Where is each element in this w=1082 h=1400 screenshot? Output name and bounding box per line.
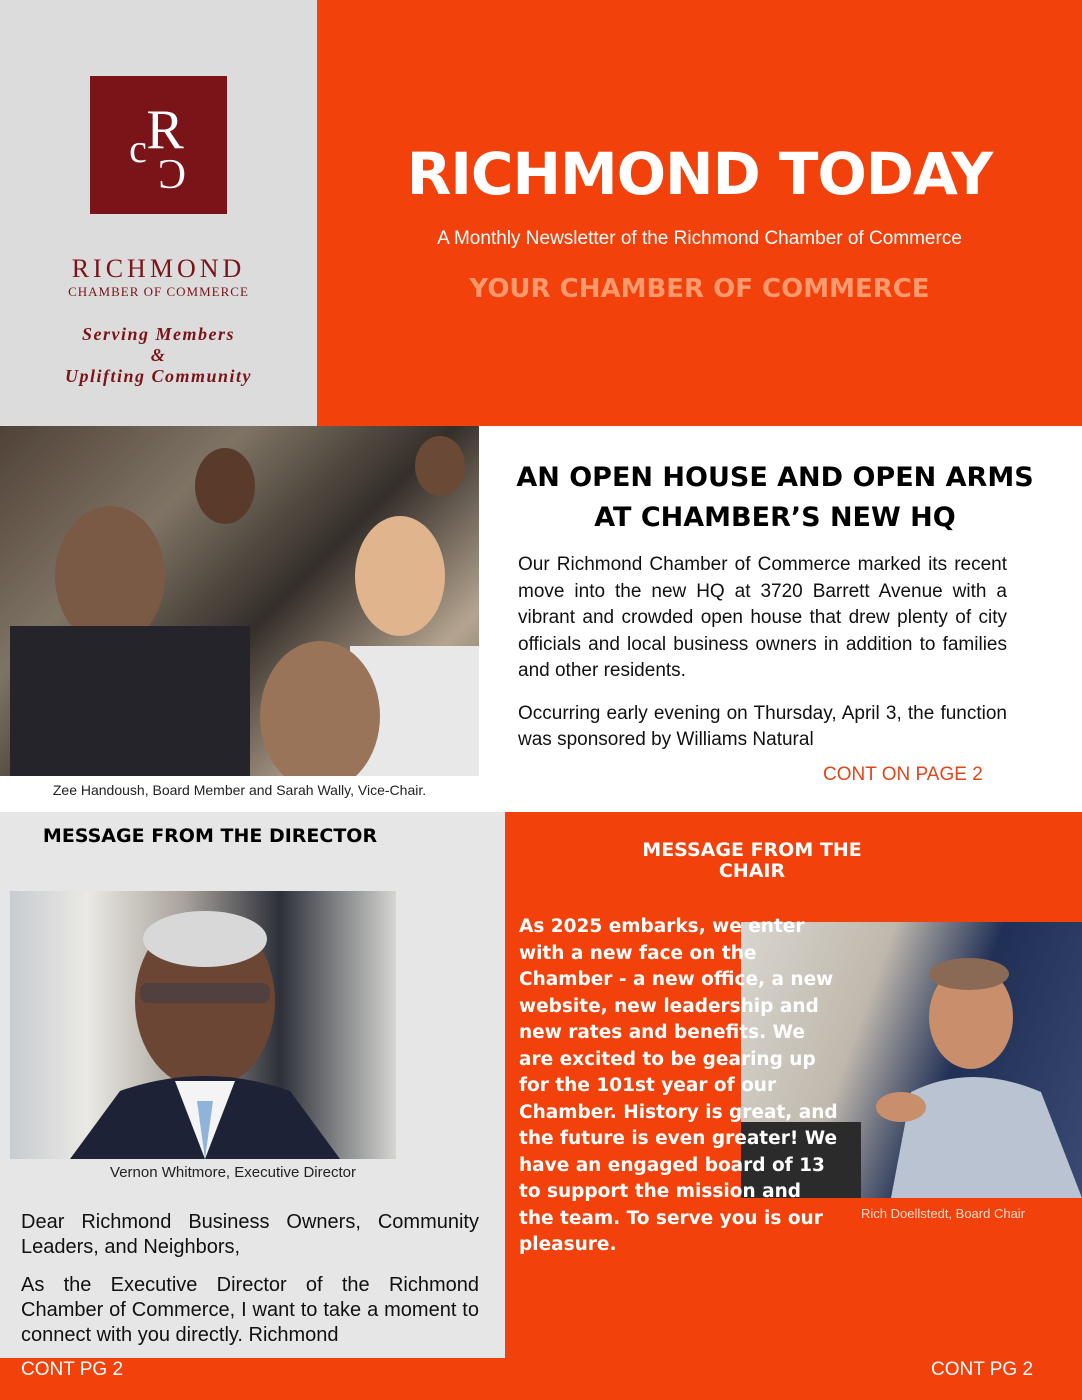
chamber-logo [90, 76, 227, 214]
newsletter-kicker: YOUR CHAMBER OF COMMERCE [469, 274, 930, 304]
photo-caption: Zee Handoush, Board Member and Sarah Wally, Vice-Chair. [52, 782, 427, 798]
chair-letter [519, 914, 1063, 1259]
open-house-photo [0, 426, 479, 776]
letter-paragraph: As 2025 embarks, we enter with a new face on the Chamber - a new office, a new website, new leadership and new rates and benefits. We are excited to be gearing up for the 101st year of our Chamber. History is great, and the future is even greater! We have an engaged board of 13 to support the mission and the team. To serve you is our pleasure. [519, 916, 838, 1255]
director-message [0, 812, 505, 1358]
photo-caption: Vernon Whitmore, Executive Director [110, 1164, 356, 1181]
continue-link-chair[interactable]: CONT PG 2 [931, 1359, 1034, 1380]
tagline-line: Uplifting Community [64, 366, 253, 386]
tagline-line: Serving Members [82, 324, 235, 344]
monogram-logo-icon [90, 76, 227, 214]
continue-link-director[interactable]: CONT PG 2 [21, 1359, 124, 1380]
continue-link[interactable]: CONT ON PAGE 2 [823, 764, 983, 785]
newsletter-subtitle: A Monthly Newsletter of the Richmond Chamber of Commerce [437, 228, 962, 249]
svg-text:R: R [146, 99, 184, 161]
letter-paragraph: Dear Richmond Business Owners, Community Leaders, and Neighbors, [21, 1211, 479, 1258]
feature-article [518, 552, 1007, 770]
article-paragraph: Our Richmond Chamber of Commerce marked its recent move into the new HQ at 3720 Barrett Avenue with a vibrant and crowded open house that drew plenty of city officials and local business owners in addition to families and other residents. [518, 554, 1007, 681]
letter-paragraph: As the Executive Director of the Richmond Chamber of Commerce, I want to take a moment to connect with you directly. Richmond [21, 1274, 479, 1346]
article-paragraph: Occurring early evening on Thursday, April 3, the function was sponsored by Williams Natural [518, 702, 1007, 750]
chair-message [505, 830, 1082, 1358]
masthead [317, 0, 1082, 426]
portrait-photo-icon [10, 891, 396, 1159]
section-title: MESSAGE FROM THE CHAIR [642, 839, 862, 882]
newsletter-title: RICHMOND TODAY [406, 140, 993, 208]
tagline-line: & [150, 345, 167, 365]
director-photo [10, 891, 396, 1159]
org-name: RICHMOND [71, 254, 246, 283]
feature-headline: AN OPEN HOUSE AND OPEN ARMS AT CHAMBER’S NEW HQ [516, 462, 1034, 533]
svg-text:C: C [157, 150, 187, 196]
director-letter [21, 1210, 479, 1361]
logo-panel [0, 0, 317, 426]
crowd-photo-icon [0, 426, 479, 776]
tagline [0, 324, 317, 387]
photo-caption: Rich Doellstedt, Board Chair [861, 1206, 1026, 1221]
svg-text:c: c [129, 126, 147, 171]
feature-section [0, 426, 1082, 812]
section-title: MESSAGE FROM THE DIRECTOR [42, 825, 378, 847]
photo-spacer [839, 914, 1063, 1210]
org-subname: CHAMBER OF COMMERCE [68, 284, 249, 299]
